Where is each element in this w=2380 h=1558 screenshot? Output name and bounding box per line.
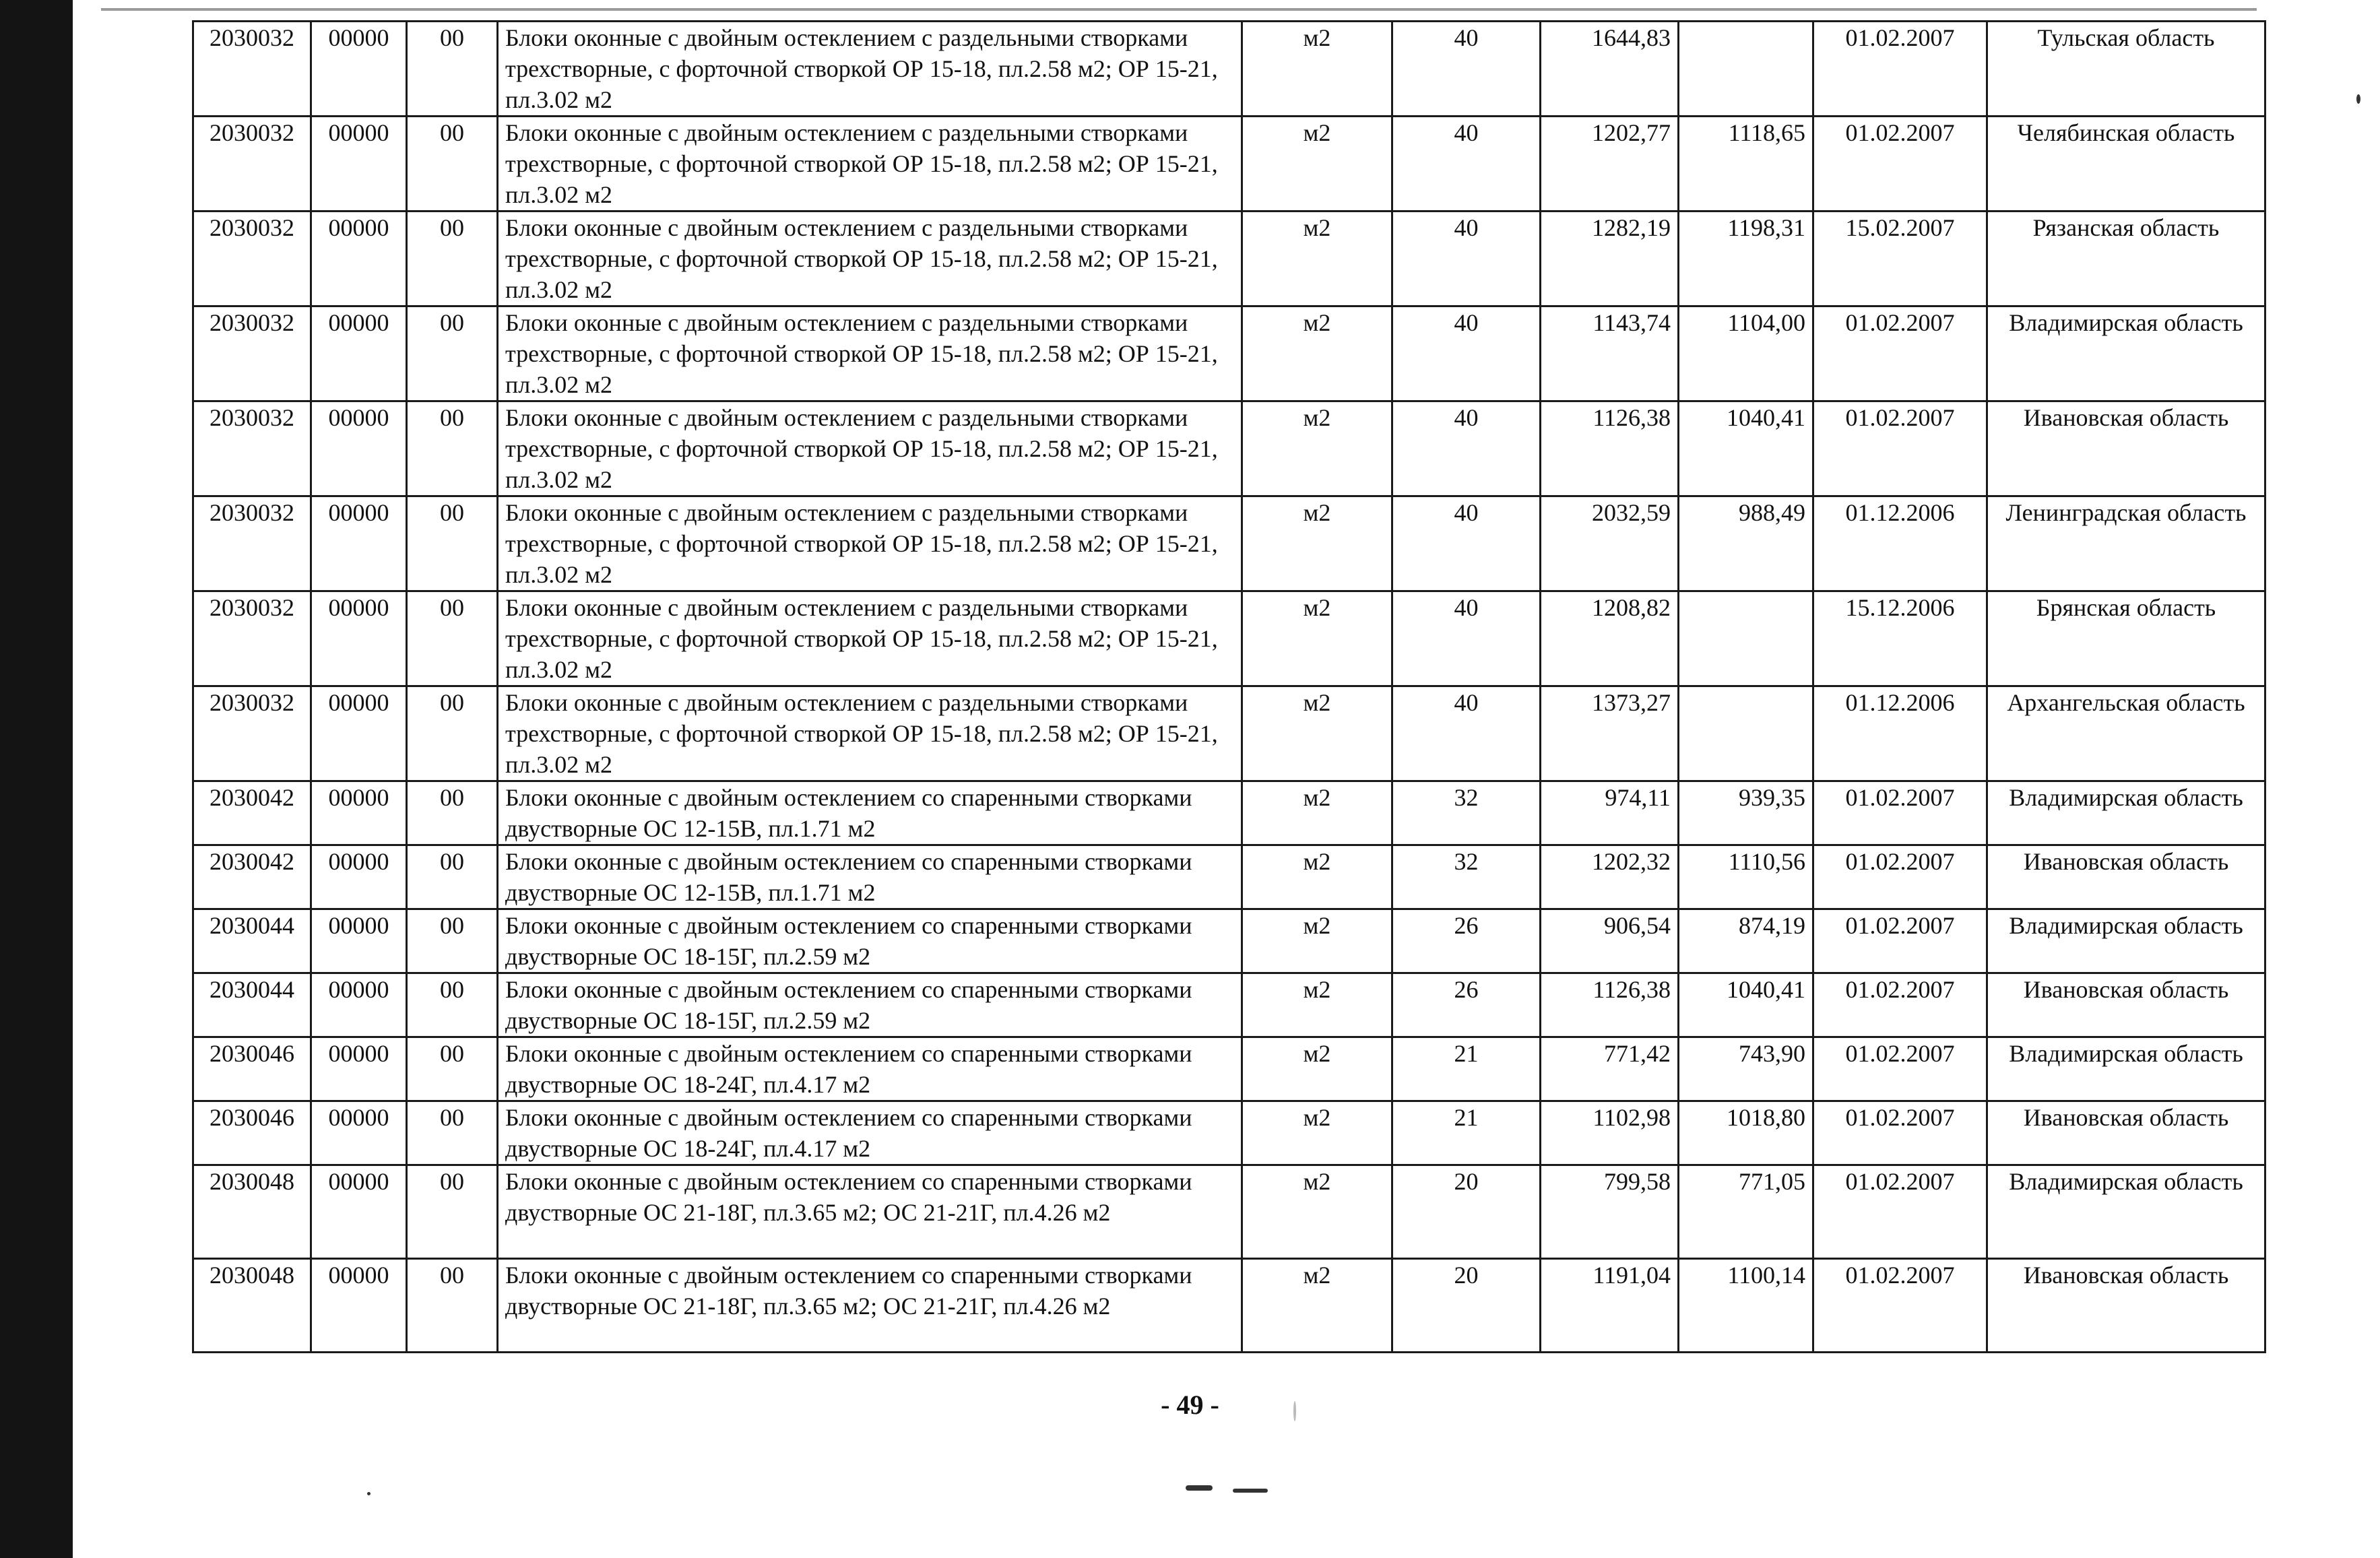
resource-code-cell: 2030048 bbox=[193, 1165, 311, 1259]
price-2-cell: 1104,00 bbox=[1679, 306, 1813, 401]
table-row bbox=[193, 212, 2265, 306]
scan-speck bbox=[1186, 1485, 1213, 1491]
table-row bbox=[193, 591, 2265, 686]
item-description-cell: Блоки оконные с двойным остеклением с раздельными створками трехстворные, с форточной створкой ОР 15-18, пл.2.58 м2; ОР 15-21, пл.3.02 м2 bbox=[498, 212, 1242, 306]
item-description-cell: Блоки оконные с двойным остеклением со спаренными створками двустворные ОС 18-24Г, пл.4.17 м2 bbox=[498, 1101, 1242, 1165]
sub-code-cell: 00000 bbox=[311, 1037, 407, 1101]
sub-code-cell: 00000 bbox=[311, 845, 407, 909]
region-cell: Владимирская область bbox=[1987, 1037, 2265, 1101]
item-description-cell: Блоки оконные с двойным остеклением с раздельными створками трехстворные, с форточной створкой ОР 15-18, пл.2.58 м2; ОР 15-21, пл.3.02 м2 bbox=[498, 686, 1242, 781]
resource-code-cell: 2030046 bbox=[193, 1101, 311, 1165]
price-1-cell: 906,54 bbox=[1541, 909, 1679, 973]
table-row bbox=[193, 973, 2265, 1037]
price-1-cell: 974,11 bbox=[1541, 781, 1679, 845]
unit-cell: м2 bbox=[1242, 1101, 1392, 1165]
price-2-cell: 1040,41 bbox=[1679, 973, 1813, 1037]
price-date-cell: 01.02.2007 bbox=[1813, 909, 1987, 973]
sub-code-2-cell: 00 bbox=[407, 845, 498, 909]
table-row bbox=[193, 845, 2265, 909]
price-date-cell: 15.12.2006 bbox=[1813, 591, 1987, 686]
sub-code-2-cell: 00 bbox=[407, 401, 498, 496]
table-row bbox=[193, 781, 2265, 845]
price-1-cell: 1102,98 bbox=[1541, 1101, 1679, 1165]
table-row bbox=[193, 117, 2265, 212]
sub-code-2-cell: 00 bbox=[407, 973, 498, 1037]
region-cell: Владимирская область bbox=[1987, 909, 2265, 973]
item-description-cell: Блоки оконные с двойным остеклением со спаренными створками двустворные ОС 18-15Г, пл.2.59 м2 bbox=[498, 973, 1242, 1037]
table-row bbox=[193, 1259, 2265, 1353]
quantity-cell: 21 bbox=[1392, 1037, 1541, 1101]
price-1-cell: 1282,19 bbox=[1541, 212, 1679, 306]
sub-code-2-cell: 00 bbox=[407, 1037, 498, 1101]
resource-code-cell: 2030032 bbox=[193, 686, 311, 781]
unit-cell: м2 bbox=[1242, 1259, 1392, 1353]
unit-cell: м2 bbox=[1242, 591, 1392, 686]
table-row bbox=[193, 496, 2265, 591]
sub-code-2-cell: 00 bbox=[407, 686, 498, 781]
sub-code-cell: 00000 bbox=[311, 22, 407, 117]
quantity-cell: 40 bbox=[1392, 22, 1541, 117]
price-1-cell: 1126,38 bbox=[1541, 401, 1679, 496]
region-cell: Ивановская область bbox=[1987, 973, 2265, 1037]
table-row bbox=[193, 1165, 2265, 1259]
sub-code-cell: 00000 bbox=[311, 973, 407, 1037]
sub-code-2-cell: 00 bbox=[407, 909, 498, 973]
price-1-cell: 1191,04 bbox=[1541, 1259, 1679, 1353]
price-1-cell: 1208,82 bbox=[1541, 591, 1679, 686]
quantity-cell: 26 bbox=[1392, 909, 1541, 973]
price-date-cell: 01.02.2007 bbox=[1813, 845, 1987, 909]
price-1-cell: 1373,27 bbox=[1541, 686, 1679, 781]
region-cell: Ивановская область bbox=[1987, 401, 2265, 496]
unit-cell: м2 bbox=[1242, 1037, 1392, 1101]
resource-code-cell: 2030032 bbox=[193, 591, 311, 686]
sub-code-cell: 00000 bbox=[311, 909, 407, 973]
price-date-cell: 01.02.2007 bbox=[1813, 22, 1987, 117]
price-2-cell: 1100,14 bbox=[1679, 1259, 1813, 1353]
price-date-cell: 01.02.2007 bbox=[1813, 1101, 1987, 1165]
price-2-cell: 1198,31 bbox=[1679, 212, 1813, 306]
table-row bbox=[193, 306, 2265, 401]
item-description-cell: Блоки оконные с двойным остеклением с раздельными створками трехстворные, с форточной створкой ОР 15-18, пл.2.58 м2; ОР 15-21, пл.3.02 м2 bbox=[498, 496, 1242, 591]
price-1-cell: 1126,38 bbox=[1541, 973, 1679, 1037]
price-date-cell: 01.02.2007 bbox=[1813, 117, 1987, 212]
table-row bbox=[193, 401, 2265, 496]
region-cell: Брянская область bbox=[1987, 591, 2265, 686]
price-date-cell: 01.12.2006 bbox=[1813, 686, 1987, 781]
table-row bbox=[193, 909, 2265, 973]
region-cell: Рязанская область bbox=[1987, 212, 2265, 306]
scan-dark-edge bbox=[0, 0, 73, 1558]
region-cell: Архангельская область bbox=[1987, 686, 2265, 781]
sub-code-cell: 00000 bbox=[311, 686, 407, 781]
price-date-cell: 01.02.2007 bbox=[1813, 973, 1987, 1037]
unit-cell: м2 bbox=[1242, 1165, 1392, 1259]
price-1-cell: 1143,74 bbox=[1541, 306, 1679, 401]
sub-code-cell: 00000 bbox=[311, 401, 407, 496]
sub-code-2-cell: 00 bbox=[407, 1101, 498, 1165]
price-2-cell: 939,35 bbox=[1679, 781, 1813, 845]
price-table bbox=[192, 20, 2266, 1353]
price-2-cell: 988,49 bbox=[1679, 496, 1813, 591]
price-1-cell: 2032,59 bbox=[1541, 496, 1679, 591]
table-row bbox=[193, 22, 2265, 117]
price-1-cell: 1644,83 bbox=[1541, 22, 1679, 117]
quantity-cell: 40 bbox=[1392, 591, 1541, 686]
price-date-cell: 01.12.2006 bbox=[1813, 496, 1987, 591]
price-1-cell: 799,58 bbox=[1541, 1165, 1679, 1259]
quantity-cell: 40 bbox=[1392, 212, 1541, 306]
sub-code-cell: 00000 bbox=[311, 1259, 407, 1353]
item-description-cell: Блоки оконные с двойным остеклением со спаренными створками двустворные ОС 18-15Г, пл.2.59 м2 bbox=[498, 909, 1242, 973]
unit-cell: м2 bbox=[1242, 781, 1392, 845]
resource-code-cell: 2030044 bbox=[193, 973, 311, 1037]
item-description-cell: Блоки оконные с двойным остеклением со спаренными створками двустворные ОС 12-15В, пл.1.71 м2 bbox=[498, 845, 1242, 909]
price-2-cell: 874,19 bbox=[1679, 909, 1813, 973]
region-cell: Ивановская область bbox=[1987, 845, 2265, 909]
sub-code-2-cell: 00 bbox=[407, 22, 498, 117]
quantity-cell: 32 bbox=[1392, 781, 1541, 845]
unit-cell: м2 bbox=[1242, 212, 1392, 306]
sub-code-cell: 00000 bbox=[311, 117, 407, 212]
resource-code-cell: 2030032 bbox=[193, 22, 311, 117]
resource-code-cell: 2030046 bbox=[193, 1037, 311, 1101]
quantity-cell: 40 bbox=[1392, 686, 1541, 781]
price-date-cell: 01.02.2007 bbox=[1813, 401, 1987, 496]
price-2-cell: 1110,56 bbox=[1679, 845, 1813, 909]
sub-code-cell: 00000 bbox=[311, 781, 407, 845]
page-number: - 49 - bbox=[1161, 1390, 1219, 1420]
unit-cell: м2 bbox=[1242, 117, 1392, 212]
price-1-cell: 771,42 bbox=[1541, 1037, 1679, 1101]
item-description-cell: Блоки оконные с двойным остеклением с раздельными створками трехстворные, с форточной створкой ОР 15-18, пл.2.58 м2; ОР 15-21, пл.3.02 м2 bbox=[498, 117, 1242, 212]
sub-code-cell: 00000 bbox=[311, 496, 407, 591]
price-date-cell: 01.02.2007 bbox=[1813, 1165, 1987, 1259]
resource-code-cell: 2030048 bbox=[193, 1259, 311, 1353]
quantity-cell: 40 bbox=[1392, 117, 1541, 212]
price-date-cell: 01.02.2007 bbox=[1813, 1037, 1987, 1101]
resource-code-cell: 2030044 bbox=[193, 909, 311, 973]
quantity-cell: 40 bbox=[1392, 496, 1541, 591]
sub-code-cell: 00000 bbox=[311, 1101, 407, 1165]
resource-code-cell: 2030042 bbox=[193, 781, 311, 845]
item-description-cell: Блоки оконные с двойным остеклением с раздельными створками трехстворные, с форточной створкой ОР 15-18, пл.2.58 м2; ОР 15-21, пл.3.02 м2 bbox=[498, 591, 1242, 686]
resource-code-cell: 2030032 bbox=[193, 401, 311, 496]
price-2-cell bbox=[1679, 22, 1813, 117]
sub-code-cell: 00000 bbox=[311, 1165, 407, 1259]
sub-code-2-cell: 00 bbox=[407, 1165, 498, 1259]
region-cell: Тульская область bbox=[1987, 22, 2265, 117]
item-description-cell: Блоки оконные с двойным остеклением с раздельными створками трехстворные, с форточной створкой ОР 15-18, пл.2.58 м2; ОР 15-21, пл.3.02 м2 bbox=[498, 306, 1242, 401]
region-cell: Ивановская область bbox=[1987, 1101, 2265, 1165]
price-2-cell: 771,05 bbox=[1679, 1165, 1813, 1259]
unit-cell: м2 bbox=[1242, 22, 1392, 117]
sub-code-2-cell: 00 bbox=[407, 591, 498, 686]
region-cell: Челябинская область bbox=[1987, 117, 2265, 212]
price-2-cell bbox=[1679, 686, 1813, 781]
scan-top-rule bbox=[101, 8, 2257, 11]
item-description-cell: Блоки оконные с двойным остеклением с раздельными створками трехстворные, с форточной створкой ОР 15-18, пл.2.58 м2; ОР 15-21, пл.3.02 м2 bbox=[498, 401, 1242, 496]
sub-code-2-cell: 00 bbox=[407, 306, 498, 401]
scan-speck bbox=[1233, 1489, 1268, 1493]
resource-code-cell: 2030032 bbox=[193, 496, 311, 591]
resource-code-cell: 2030042 bbox=[193, 845, 311, 909]
price-2-cell: 1018,80 bbox=[1679, 1101, 1813, 1165]
resource-code-cell: 2030032 bbox=[193, 306, 311, 401]
region-cell: Владимирская область bbox=[1987, 1165, 2265, 1259]
quantity-cell: 40 bbox=[1392, 401, 1541, 496]
sub-code-2-cell: 00 bbox=[407, 1259, 498, 1353]
quantity-cell: 20 bbox=[1392, 1165, 1541, 1259]
price-2-cell: 743,90 bbox=[1679, 1037, 1813, 1101]
region-cell: Ивановская область bbox=[1987, 1259, 2265, 1353]
sub-code-cell: 00000 bbox=[311, 306, 407, 401]
sub-code-2-cell: 00 bbox=[407, 117, 498, 212]
price-2-cell: 1118,65 bbox=[1679, 117, 1813, 212]
item-description-cell: Блоки оконные с двойным остеклением со спаренными створками двустворные ОС 21-18Г, пл.3.65 м2; ОС 21-21Г, пл.4.26 м2 bbox=[498, 1259, 1242, 1353]
quantity-cell: 40 bbox=[1392, 306, 1541, 401]
price-date-cell: 15.02.2007 bbox=[1813, 212, 1987, 306]
item-description-cell: Блоки оконные с двойным остеклением со спаренными створками двустворные ОС 12-15В, пл.1.71 м2 bbox=[498, 781, 1242, 845]
sub-code-2-cell: 00 bbox=[407, 496, 498, 591]
price-1-cell: 1202,77 bbox=[1541, 117, 1679, 212]
price-date-cell: 01.02.2007 bbox=[1813, 781, 1987, 845]
quantity-cell: 21 bbox=[1392, 1101, 1541, 1165]
table-row bbox=[193, 1037, 2265, 1101]
unit-cell: м2 bbox=[1242, 686, 1392, 781]
resource-code-cell: 2030032 bbox=[193, 117, 311, 212]
item-description-cell: Блоки оконные с двойным остеклением со спаренными створками двустворные ОС 18-24Г, пл.4.17 м2 bbox=[498, 1037, 1242, 1101]
quantity-cell: 20 bbox=[1392, 1259, 1541, 1353]
sub-code-2-cell: 00 bbox=[407, 212, 498, 306]
region-cell: Владимирская область bbox=[1987, 781, 2265, 845]
region-cell: Владимирская область bbox=[1987, 306, 2265, 401]
scan-speck bbox=[2356, 94, 2360, 104]
resource-code-cell: 2030032 bbox=[193, 212, 311, 306]
price-1-cell: 1202,32 bbox=[1541, 845, 1679, 909]
sub-code-cell: 00000 bbox=[311, 591, 407, 686]
price-date-cell: 01.02.2007 bbox=[1813, 1259, 1987, 1353]
region-cell: Ленинградская область bbox=[1987, 496, 2265, 591]
item-description-cell: Блоки оконные с двойным остеклением с раздельными створками трехстворные, с форточной створкой ОР 15-18, пл.2.58 м2; ОР 15-21, пл.3.02 м2 bbox=[498, 22, 1242, 117]
price-date-cell: 01.02.2007 bbox=[1813, 306, 1987, 401]
unit-cell: м2 bbox=[1242, 845, 1392, 909]
unit-cell: м2 bbox=[1242, 401, 1392, 496]
item-description-cell: Блоки оконные с двойным остеклением со спаренными створками двустворные ОС 21-18Г, пл.3.65 м2; ОС 21-21Г, пл.4.26 м2 bbox=[498, 1165, 1242, 1259]
price-2-cell bbox=[1679, 591, 1813, 686]
price-2-cell: 1040,41 bbox=[1679, 401, 1813, 496]
quantity-cell: 26 bbox=[1392, 973, 1541, 1037]
unit-cell: м2 bbox=[1242, 973, 1392, 1037]
scan-speck bbox=[367, 1492, 371, 1495]
unit-cell: м2 bbox=[1242, 496, 1392, 591]
unit-cell: м2 bbox=[1242, 306, 1392, 401]
sub-code-2-cell: 00 bbox=[407, 781, 498, 845]
unit-cell: м2 bbox=[1242, 909, 1392, 973]
table-row bbox=[193, 686, 2265, 781]
quantity-cell: 32 bbox=[1392, 845, 1541, 909]
sub-code-cell: 00000 bbox=[311, 212, 407, 306]
price-table-body bbox=[193, 22, 2265, 1353]
table-row bbox=[193, 1101, 2265, 1165]
